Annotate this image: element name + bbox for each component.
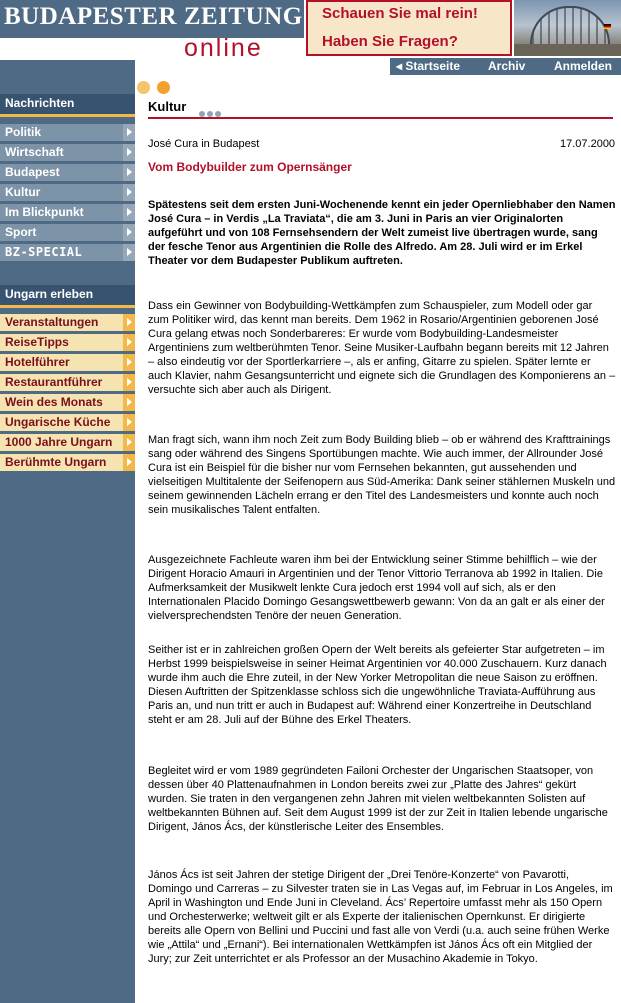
- sidebar-item-label: Budapest: [5, 165, 60, 179]
- sidebar-item-wein-des-monats[interactable]: [0, 394, 135, 411]
- article-paragraph: Man fragt sich, wann ihm noch Zeit zum Body Building blieb – ob er während des Krafttrainings sang oder während des Singens Sportübungen machte. Wie auch immer, der Allrounder José Cura ist ein Beispiel für die bisher nur vom Fernsehen bekannten, gut aussehenden und vielseitigen Multitalente der Seifenopern aus Süd-Amerika: Dank seiner stählernen Muskeln und seinem gewinnenden Lächeln errang er den Titel des Landesmeisters und konnte auch noch sein musikalisches Talent entfalten.: [148, 434, 616, 516]
- sidebar-item-1000-jahre-ungarn[interactable]: [0, 434, 135, 451]
- dot-3: [157, 81, 170, 94]
- nav-anmelden[interactable]: Anmelden: [554, 59, 613, 73]
- arrow-right-icon: [123, 394, 135, 411]
- article-date: 17.07.2000: [560, 138, 616, 150]
- arrow-right-icon: [123, 164, 135, 181]
- section-title: Kultur: [148, 99, 187, 114]
- header: [0, 0, 621, 60]
- article-paragraph: Ausgezeichnete Fachleute waren ihm bei der Entwicklung seiner Stimme behilflich – wie der Dirigent Horacio Amauri in Argentinien und der Tenor Vittorio Terranova ab 1992 in Italien. Die Aufmerksamkeit der Musikwelt lenkte Cura jedoch erst 1994 voll auf sich, als er den Internationalen Placido Domingo Gesangswettbewerb gewann: Von da an galt er als einer der vielversprechendsten Tenöre der neuen Generation.: [148, 554, 605, 622]
- logo[interactable]: [0, 0, 304, 38]
- dot-2: [137, 81, 150, 94]
- arrow-right-icon: [123, 354, 135, 371]
- sidebar-item-label: Wirtschaft: [5, 145, 64, 159]
- sidebar-divider: [0, 305, 135, 308]
- building-base: [514, 44, 621, 56]
- arrow-right-icon: [123, 224, 135, 241]
- sidebar-item-label: Wein des Monats: [5, 395, 103, 409]
- arrow-right-icon: [123, 374, 135, 391]
- sidebar-item-label: Berühmte Ungarn: [5, 455, 107, 469]
- sidebar-item-label: Politik: [5, 125, 42, 139]
- article-paragraph: János Ács ist seit Jahren der stetige Dirigent der „Drei Tenöre-Konzerte“ von Pavarotti, Domingo und Carreras – zu Silvester traten sie in Las Vegas auf, im Februar in Los Angeles, im April in Washington und Ende Juni in Cleveland. Ács’ Repertoire umfasst mehr als 150 Opern und Orchesterwerke; weltweit gilt er als Experte der italienischen Opernkunst. Er dirigierte bereits alle Opern von Bellini und Puccini und fast alle von Verdi (u.a. auch seine frühen Werke wie „Attila“ und „Ernani“). Bei internationalen Wettkämpfen ist János Ács oft ein Mitglied der Jury; zur Zeit unterrichtet er als Professor an der Musachino Akademie in Tokyo.: [148, 869, 613, 965]
- sidebar-item-reisetipps[interactable]: [0, 334, 135, 351]
- arrow-right-icon: [123, 204, 135, 221]
- sidebar-item-label: Kultur: [5, 185, 41, 199]
- sidebar-item-kultur[interactable]: [0, 184, 135, 201]
- sidebar-item-label: Ungarische Küche: [5, 415, 111, 429]
- logo-online-text: online: [184, 34, 263, 62]
- ad-line-1: Schauen Sie mal rein!: [322, 5, 478, 22]
- nav-startseite-label: Startseite: [405, 59, 461, 73]
- article-paragraph: Seither ist er in zahlreichen großen Opern der Welt bereits als gefeierter Star aufgetreten – im Herbst 1999 beispielsweise in seiner Heimat Argentinien vor 40.000 Zuschauern. Kurz danach wurde ihm auch die Ehre zuteil, in der New Yorker Metropolitan die neue Saison zu eröffnen. Diesen Auftritten der Spitzenklasse schloss sich die ungewöhnliche Traviata-Aufführung aus Paris an, und nun tritt er auch in Budapest auf: Während einer Konzertreihe in Deutschland steht er am 28. Juli auf der Bühne des Erkel Theaters.: [148, 644, 607, 726]
- nav-archiv[interactable]: Archiv: [488, 59, 526, 73]
- top-navigation: [390, 58, 621, 75]
- sidebar-item-label: Hotelführer: [5, 355, 70, 369]
- arrow-right-icon: [123, 314, 135, 331]
- arrow-right-icon: [123, 454, 135, 471]
- nav-startseite[interactable]: [396, 59, 460, 73]
- ad-banner[interactable]: [306, 0, 512, 56]
- arrow-right-icon: [123, 434, 135, 451]
- sidebar-heading-ungarn-erleben: Ungarn erleben: [0, 285, 135, 305]
- sidebar-item-label: Sport: [5, 225, 37, 239]
- section-divider: [148, 117, 613, 119]
- logo-text: BUDAPESTER ZEITUNG: [4, 3, 303, 30]
- arrow-right-icon: [123, 144, 135, 161]
- article-lead: Spätestens seit dem ersten Juni-Wochenende kennt ein jeder Opernliebhaber den Namen José Cura – in Verdis „La Traviata“, die am 3. Juni in Paris an vier Originalorten aufgeführt und von 108 Fernsehsendern der Welt zumeist live übertragen wurde, sang der fesche Tenor aus Argentinien die Rolle des Alfredo. Am 28. Juli wird er im Erkel Theater vor dem Budapester Publikum auftreten.: [148, 199, 616, 267]
- sidebar-item-budapest[interactable]: [0, 164, 135, 181]
- sidebar-item-sport[interactable]: [0, 224, 135, 241]
- arrow-right-icon: [123, 124, 135, 141]
- section-dots: [199, 104, 223, 122]
- sidebar-item-label: Im Blickpunkt: [5, 205, 84, 219]
- sidebar-item-label: BZ-SPECIAL: [5, 245, 83, 259]
- sidebar-item-veranstaltungen[interactable]: [0, 314, 135, 331]
- arrow-right-icon: [123, 414, 135, 431]
- sidebar-heading-nachrichten: Nachrichten: [0, 94, 135, 114]
- sidebar-divider: [0, 114, 135, 117]
- sidebar-item-politik[interactable]: [0, 124, 135, 141]
- sidebar: [0, 60, 135, 1003]
- sidebar-item-label: Restaurantführer: [5, 375, 103, 389]
- sidebar-item-wirtschaft[interactable]: [0, 144, 135, 161]
- sidebar-item-restaurantfuehrer[interactable]: [0, 374, 135, 391]
- flag-icon: [604, 24, 611, 29]
- sidebar-item-bz-special[interactable]: [0, 244, 135, 261]
- sidebar-item-beruehmte-ungarn[interactable]: [0, 454, 135, 471]
- article-title: Vom Bodybuilder zum Opernsänger: [148, 160, 352, 174]
- arrow-right-icon: [123, 244, 135, 261]
- article-paragraph: Begleitet wird er vom 1989 gegründeten Failoni Orchester der Ungarischen Staatsoper, von dessen über 40 Plattenaufnahmen in London bereits zwei zur „Platte des Jahres“ gekürt wurden. Sie traten in den vergangenen zehn Jahren mit vielen weltbekannten Solisten auf weltbekannten Bühnen auf. Seit dem August 1999 ist der zur Zeit in Italien lebende ungarische Dirigent, János Ács, der künstlerische Leiter des Ensembles.: [148, 765, 608, 833]
- triangle-left-icon: ◂: [396, 59, 406, 73]
- article-kicker: José Cura in Budapest: [148, 138, 260, 150]
- sidebar-item-hotelfuehrer[interactable]: [0, 354, 135, 371]
- sidebar-item-label: ReiseTipps: [5, 335, 69, 349]
- sidebar-item-ungarische-kueche[interactable]: [0, 414, 135, 431]
- sidebar-item-label: Veranstaltungen: [5, 315, 99, 329]
- arrow-right-icon: [123, 184, 135, 201]
- sidebar-item-label: 1000 Jahre Ungarn: [5, 435, 113, 449]
- sidebar-item-im-blickpunkt[interactable]: [0, 204, 135, 221]
- reichstag-dome-photo[interactable]: [514, 0, 621, 56]
- ad-line-2: Haben Sie Fragen?: [322, 33, 458, 50]
- arrow-right-icon: [123, 334, 135, 351]
- article-paragraph: Dass ein Gewinner von Bodybuilding-Wettkämpfen zum Schauspieler, zum Modell oder gar zum Politiker wird, das kennt man bereits. Dem 1962 in Rosario/Argentinien geborenen José Cura gelang etwas noch Sonderbareres: Er wurde vom Bodybuilding-Landesmeister Argentiniens zum weltberühmten Tenor. Seine Musiker-Laufbahn begann bereits mit 12 Jahren – also eindeutig vor der Sportlerkarriere –, als er anfing, Gitarre zu spielen. Später lernte er auch Klavier, nahm Gesangsunterricht und eignete sich die Grundlagen des Komponierens an – versuchte sich aber auch als Dirigent.: [148, 300, 616, 396]
